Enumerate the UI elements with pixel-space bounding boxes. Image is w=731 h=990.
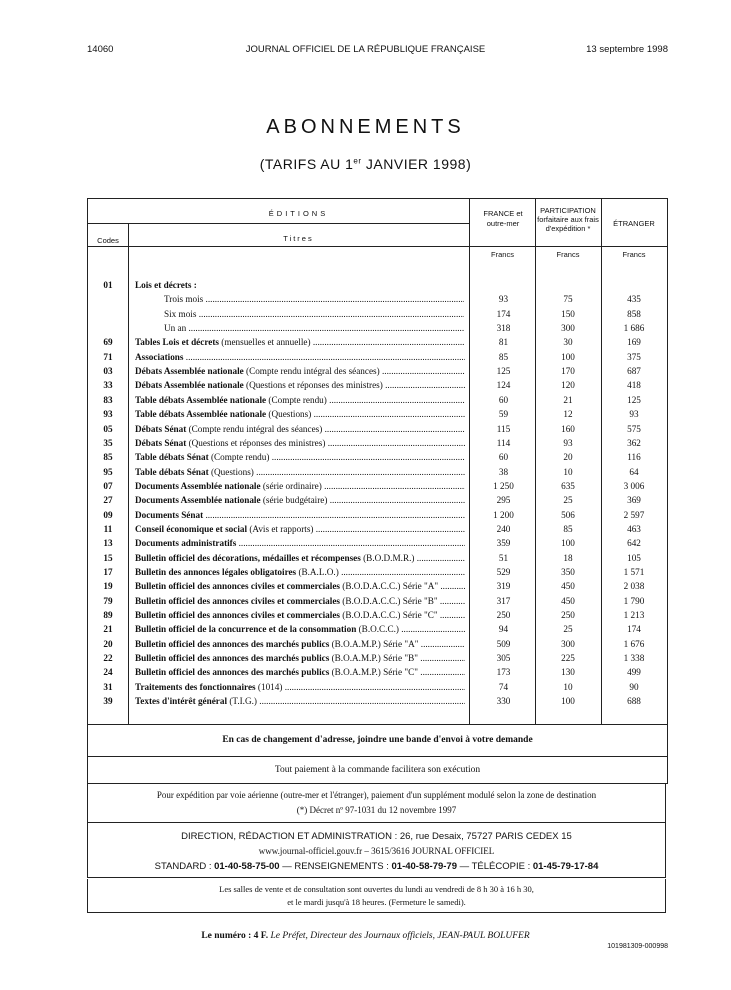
price-france: 174 [496,308,511,319]
row-code: 17 [103,567,113,577]
row-title: Documents Assemblée nationale (série ordinaire) ..... [135,479,465,493]
codes-header: Codes [97,236,119,245]
table-row [88,307,667,321]
price-etranger: 1 338 [623,653,645,664]
price-france: 173 [496,667,511,678]
table-row [88,651,667,665]
issue-date: 13 septembre 1998 [586,44,668,55]
phone-numbers: STANDARD : 01-40-58-75-00 — RENSEIGNEMENTS : 01-40-58-79-79 — TÉLÉCOPIE : 01-45-79-17-84 [154,861,599,872]
price-participation: 93 [563,437,573,448]
table-row [88,565,667,579]
row-title: Documents Assemblée nationale (série budgétaire) ..... [135,493,465,507]
table-row [88,292,667,306]
row-title: Bulletin officiel des annonces des marchés publics (B.O.A.M.P.) Série "C" ..... [135,665,465,679]
row-code: 79 [103,595,113,606]
price-france: 240 [496,523,511,534]
price-france: 94 [498,624,509,635]
row-title: Table débats Sénat (Questions) ..... [135,465,465,479]
table-row [88,321,667,335]
address-change-note: En cas de changement d'adresse, joindre une bande d'envoi à votre demande [87,724,668,757]
price-etranger: 375 [627,351,641,362]
row-title: Bulletin officiel des annonces civiles et commerciales (B.O.D.A.C.C.) Série "C" ..... [135,608,465,622]
row-title: Un an ..... [164,321,464,335]
price-participation: 160 [561,423,575,434]
price-france: 85 [498,351,509,362]
price-participation: 250 [561,610,575,621]
price-france: 60 [498,394,509,405]
price-france: 115 [496,423,511,434]
row-title: Bulletin officiel des annonces des marchés publics (B.O.A.M.P.) Série "A" ..... [135,637,465,651]
row-code: 07 [103,480,113,491]
table-row [88,350,667,364]
price-participation: 25 [563,495,573,506]
price-etranger: 116 [627,452,641,463]
price-participation: 150 [561,308,575,319]
price-participation: 30 [563,337,573,348]
price-participation: 170 [561,366,575,377]
price-france: 330 [496,696,511,707]
row-title: Documents administratifs ..... [135,536,465,550]
direction-address: DIRECTION, RÉDACTION ET ADMINISTRATION : 26, rue Desaix, 75727 PARIS CEDEX 15 [181,831,572,842]
row-title: Bulletin officiel des annonces civiles et commerciales (B.O.D.A.C.C.) Série "B" ..... [135,594,465,608]
price-etranger: 575 [627,423,641,434]
price-participation: 300 [561,323,575,334]
row-code: 15 [103,552,113,563]
price-participation: 635 [561,480,575,491]
table-row [88,536,667,550]
price-etranger: 1 790 [623,595,645,606]
air-mail-note: Pour expédition par voie aérienne (outre-mer et l'étranger), paiement d'un supplément modulé selon la zone de destination (*) Décret nº 97-1031 du 12 novembre 1997 [87,784,666,823]
price-etranger: 1 571 [623,567,645,577]
price-france: 93 [498,294,509,305]
table-row [88,335,667,349]
table-row [88,422,667,436]
price-france: 74 [498,681,509,692]
row-code: 05 [103,423,113,434]
titres-header: Titres [283,234,314,243]
price-participation: 21 [563,394,573,405]
price-participation: 100 [561,351,575,362]
table-row [88,579,667,593]
row-code: 24 [103,667,113,678]
table-row [88,594,667,608]
table-row [88,378,667,392]
table-row [88,436,667,450]
price-etranger: 1 676 [623,638,645,649]
table-row [88,665,667,679]
price-france: 114 [496,437,511,448]
price-france: 125 [496,366,511,377]
unit-france: Francs [491,250,514,259]
price-participation: 225 [561,653,575,664]
rates-table [87,198,668,725]
price-etranger: 435 [627,294,641,305]
row-code: 20 [103,638,113,649]
price-participation: 450 [561,581,575,592]
price-etranger: 688 [627,696,641,707]
price-participation: 25 [563,624,573,635]
price-etranger: 125 [627,394,641,405]
page-subtitle: (TARIFS AU 1er JANVIER 1998) [259,156,472,172]
row-code: 22 [103,653,113,664]
table-row [88,694,667,708]
row-code: 03 [103,366,113,377]
unit-etranger: Francs [622,250,646,259]
row-code: 27 [103,495,113,506]
editions-header: ÉDITIONS [268,209,329,218]
row-title: Débats Assemblée nationale (Compte rendu intégral des séances) ..... [135,364,465,378]
page-title: ABONNEMENTS [266,116,465,138]
col-participation-header: PARTICIPATION forfaitaire aux frais d'expédition * [537,206,599,233]
row-code: 89 [103,610,113,621]
row-code: 13 [103,538,113,549]
table-row [88,622,667,636]
price-etranger: 858 [627,308,641,319]
unit-participation: Francs [556,250,580,259]
price-participation: 300 [561,638,575,649]
table-row [88,637,667,651]
price-participation: 20 [563,452,573,463]
row-code: 69 [103,337,113,348]
row-title: Bulletin officiel des annonces des marchés publics (B.O.A.M.P.) Série "B" ..... [135,651,465,665]
row-code: 11 [103,523,113,534]
footer-signature: Le numéro : 4 F. Le Préfet, Directeur des Journaux officiels, JEAN-PAUL BOLUFER [201,931,530,941]
row-title: Bulletin officiel des décorations, médailles et récompenses (B.O.D.M.R.) ..... [135,551,465,565]
row-code: 35 [103,437,113,448]
price-participation: 350 [561,567,575,577]
row-code: 01 [103,280,113,290]
price-france: 295 [496,495,511,506]
price-participation: 12 [563,409,573,420]
table-row [88,407,667,421]
price-france: 359 [496,538,511,549]
price-france: 38 [498,466,509,477]
price-etranger: 169 [627,337,641,348]
price-etranger: 499 [627,667,641,678]
price-france: 250 [496,610,511,621]
price-etranger: 174 [627,624,641,635]
price-etranger: 2 038 [623,581,645,592]
row-title: Trois mois ..... [164,292,464,306]
table-row [88,608,667,622]
row-code: 71 [103,351,113,362]
price-etranger: 687 [627,366,641,377]
table-row [88,522,667,536]
row-title: Débats Sénat (Questions et réponses des ministres) ..... [135,436,465,450]
price-france: 60 [498,452,509,463]
table-row [88,493,667,507]
price-etranger: 2 597 [623,509,645,520]
price-france: 1 200 [493,509,514,520]
row-code: 09 [103,509,113,520]
table-row [88,551,667,565]
price-etranger: 369 [627,495,641,506]
row-code: 21 [103,624,113,635]
table-row [88,364,667,378]
price-participation: 75 [563,294,573,305]
price-france: 124 [496,380,511,391]
row-title: Documents Sénat ..... [135,508,465,522]
price-france: 305 [496,653,511,664]
price-france: 51 [498,552,509,563]
price-etranger: 642 [627,538,641,549]
col-france-header: FRANCE et outre-mer [483,209,523,228]
table-row [88,479,667,493]
price-france: 529 [496,567,511,577]
table-row [88,450,667,464]
row-title: Débats Assemblée nationale (Questions et réponses des ministres) ..... [135,378,465,392]
price-etranger: 463 [627,523,641,534]
row-title: Bulletin officiel de la concurrence et de la consommation (B.O.C.C.) ..... [135,622,465,636]
opening-hours: Les salles de vente et de consultation sont ouvertes du lundi au vendredi de 8 h 30 à 16 h 30, et le mardi jusqu'à 18 heures. (Fermeture le samedi). [87,879,666,913]
row-title: Débats Sénat (Compte rendu intégral des séances) ..... [135,422,465,436]
price-france: 319 [496,581,511,592]
row-code: 31 [103,681,113,692]
price-participation: 10 [563,466,573,477]
row-code: 33 [103,380,113,391]
table-row [88,465,667,479]
row-title: Tables Lois et décrets (mensuelles et annuelle) ..... [135,335,465,349]
row-title: Associations ..... [135,350,465,364]
table-row [88,393,667,407]
price-etranger: 105 [627,552,641,563]
table-row [88,278,667,292]
price-participation: 10 [563,681,573,692]
price-participation: 100 [561,696,575,707]
price-participation: 120 [561,380,575,391]
table-row [88,508,667,522]
price-france: 59 [498,409,509,420]
col-etranger-header: ÉTRANGER [613,219,655,228]
price-etranger: 90 [629,681,639,692]
price-france: 1 250 [493,480,514,491]
row-title: Lois et décrets : [135,280,197,290]
price-france: 318 [496,323,511,334]
contact-block [87,823,666,878]
price-france: 317 [496,595,511,606]
row-title: Conseil économique et social (Avis et rapports) ..... [135,522,465,536]
price-etranger: 1 213 [623,610,645,621]
row-title: Bulletin des annonces légales obligatoires (B.A.L.O.) ..... [135,565,465,579]
table-row [88,680,667,694]
price-etranger: 3 006 [623,480,645,491]
price-participation: 100 [561,538,575,549]
page-number: 14060 [87,44,114,55]
price-participation: 18 [563,552,573,563]
row-title: Traitements des fonctionnaires (1014) ..... [135,680,465,694]
row-code: 95 [103,466,113,477]
price-participation: 506 [561,509,575,520]
row-code: 19 [103,581,113,592]
price-france: 81 [498,337,509,348]
row-code: 83 [103,394,113,405]
row-title: Table débats Sénat (Compte rendu) ..... [135,450,465,464]
payment-note: Tout paiement à la commande facilitera son exécution [87,757,668,784]
price-france: 509 [496,638,511,649]
row-title: Textes d'intérêt général (T.I.G.) ..... [135,694,465,708]
price-participation: 85 [563,523,573,534]
price-participation: 450 [561,595,575,606]
price-etranger: 93 [629,409,639,420]
price-etranger: 418 [627,380,641,391]
row-title: Table débats Assemblée nationale (Compte rendu) ..... [135,393,465,407]
row-code: 93 [103,409,113,420]
journal-title: JOURNAL OFFICIEL DE LA RÉPUBLIQUE FRANÇAISE [245,44,486,55]
row-title: Six mois ..... [164,307,464,321]
row-title: Bulletin officiel des annonces civiles et commerciales (B.O.D.A.C.C.) Série "A" ..... [135,579,465,593]
price-etranger: 64 [629,466,639,477]
row-code: 39 [103,696,113,707]
price-etranger: 362 [627,437,641,448]
row-title: Table débats Assemblée nationale (Questions) ..... [135,407,465,421]
row-code: 85 [103,452,113,463]
document-reference: 101981309-000998 [607,943,668,950]
price-participation: 130 [561,667,575,678]
website: www.journal-officiel.gouv.fr – 3615/3616 JOURNAL OFFICIEL [258,846,495,856]
price-etranger: 1 686 [623,323,645,334]
